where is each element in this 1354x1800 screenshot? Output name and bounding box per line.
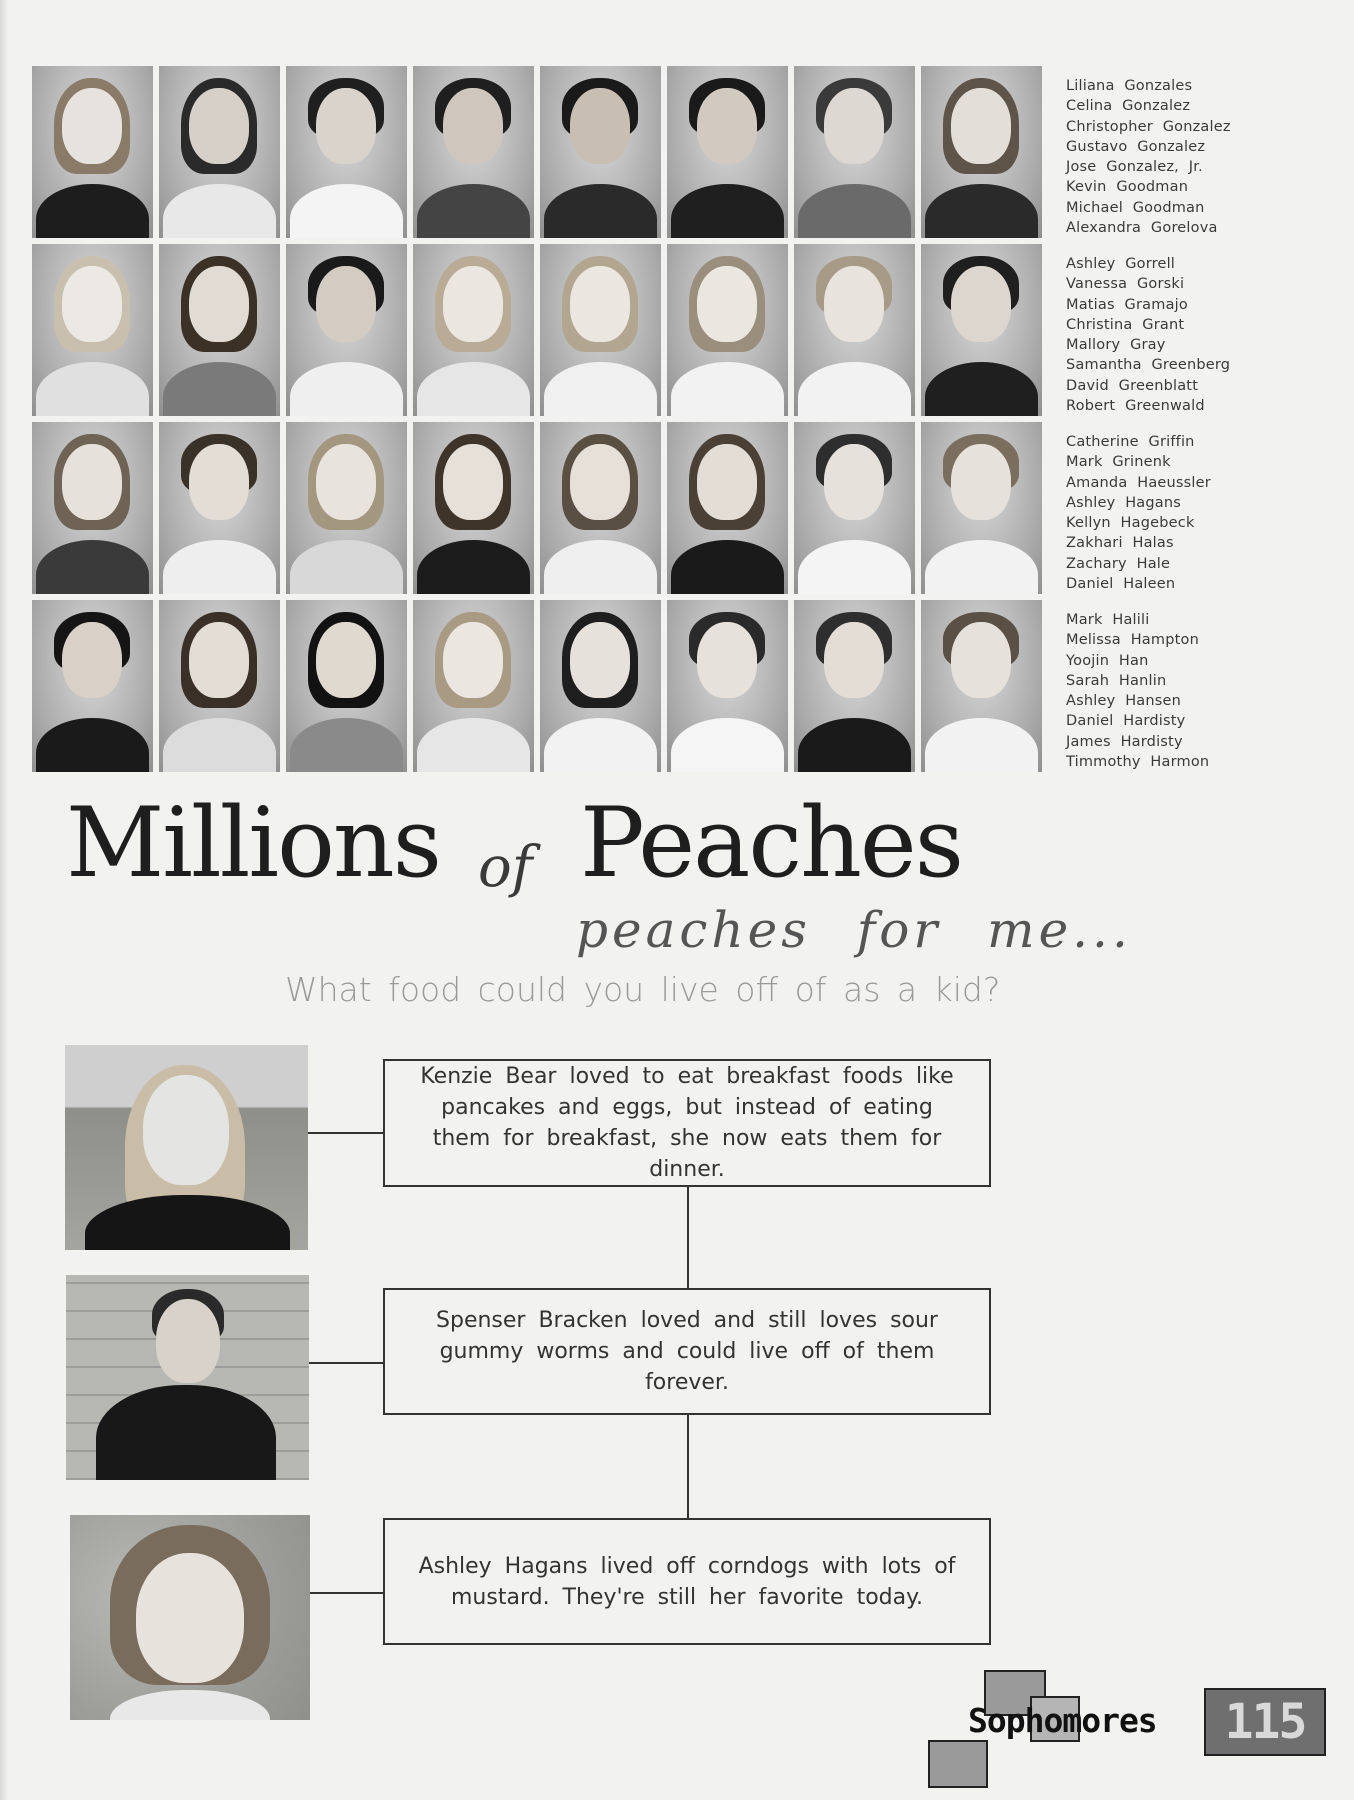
student-name: Zakhari Halas (1066, 535, 1174, 552)
portrait-photo (540, 244, 661, 416)
portrait-photo (794, 422, 915, 594)
connector-line (687, 1186, 689, 1290)
student-name: Sarah Hanlin (1066, 672, 1167, 689)
name-list (1066, 432, 1211, 594)
feature-photo (70, 1515, 310, 1720)
portrait-photo (921, 244, 1042, 416)
student-name: Mallory Gray (1066, 337, 1166, 354)
student-name: Celina Gonzalez (1066, 98, 1191, 115)
student-name: Gustavo Gonzalez (1066, 138, 1206, 155)
decorative-square (928, 1740, 988, 1788)
portrait-photo (159, 600, 280, 772)
student-name: Daniel Haleen (1066, 576, 1176, 593)
feature-photo (66, 1275, 309, 1480)
quote-box (383, 1059, 991, 1187)
connector-line (687, 1414, 689, 1520)
quote-text: Ashley Hagans lived off corndogs with lots of mustard. They're still her favorite today. (418, 1553, 956, 1610)
portrait-photo (413, 244, 534, 416)
script-subtitle: peaches for me... (576, 901, 1132, 959)
portrait-photo (667, 66, 788, 238)
portrait-photo (32, 244, 153, 416)
student-name: Timmothy Harmon (1066, 754, 1210, 771)
page-title: Millions (66, 787, 440, 899)
portrait-photo (540, 66, 661, 238)
student-name: Liliana Gonzales (1066, 78, 1193, 94)
connector-line (310, 1592, 385, 1594)
portrait-photo (921, 422, 1042, 594)
portrait-photo (32, 422, 153, 594)
student-name: Kellyn Hagebeck (1066, 515, 1195, 532)
student-name: Mark Grinenk (1066, 454, 1171, 471)
student-name: Ashley Hagans (1066, 494, 1182, 511)
portrait-photo (921, 66, 1042, 238)
page-binding-edge (0, 0, 8, 1800)
portrait-row (32, 600, 1038, 772)
quote-box (383, 1288, 991, 1415)
portrait-photo (413, 600, 534, 772)
student-name: Yoojin Han (1066, 652, 1149, 669)
portrait-photo (540, 422, 661, 594)
student-name: Ashley Gorrell (1066, 256, 1176, 272)
quote-box (383, 1518, 991, 1645)
connector-line (309, 1362, 385, 1364)
quote-text: Spenser Bracken loved and still loves sour gummy worms and could live off of them forever. (436, 1308, 938, 1395)
student-name: Vanessa Gorski (1066, 276, 1185, 293)
portrait-photo (921, 600, 1042, 772)
portrait-photo (413, 422, 534, 594)
portrait-photo (159, 422, 280, 594)
portrait-photo (32, 66, 153, 238)
feature-question: What food could you live off of as a kid? (285, 970, 1001, 1009)
student-name: Christopher Gonzalez (1066, 118, 1231, 135)
portrait-photo (794, 244, 915, 416)
portrait-photo (667, 244, 788, 416)
feature-photo (65, 1045, 308, 1250)
portrait-photo (540, 600, 661, 772)
student-name: Melissa Hampton (1066, 632, 1199, 649)
student-name: Catherine Griffin (1066, 434, 1195, 450)
student-name: Ashley Hansen (1066, 693, 1182, 710)
portrait-photo (286, 422, 407, 594)
student-name: Robert Greenwald (1066, 398, 1205, 415)
section-label: Sophomores (968, 1701, 1157, 1740)
student-name: David Greenblatt (1066, 377, 1199, 394)
portrait-photo (794, 600, 915, 772)
portrait-photo (286, 66, 407, 238)
student-name: Samantha Greenberg (1066, 357, 1231, 374)
portrait-photo (667, 600, 788, 772)
page-title-of: of (478, 835, 533, 900)
student-name: Mark Halili (1066, 612, 1150, 628)
portrait-photo (413, 66, 534, 238)
student-name: Jose Gonzalez, Jr. (1066, 159, 1203, 176)
portrait-row (32, 244, 1038, 416)
student-name: Daniel Hardisty (1066, 713, 1186, 730)
portrait-photo (32, 600, 153, 772)
portrait-photo (286, 244, 407, 416)
connector-line (308, 1132, 385, 1134)
student-name: James Hardisty (1066, 733, 1183, 750)
name-list (1066, 76, 1231, 238)
portrait-row (32, 66, 1038, 238)
name-list (1066, 610, 1209, 772)
portrait-row (32, 422, 1038, 594)
portrait-photo (159, 66, 280, 238)
page-number: 115 (1204, 1688, 1326, 1756)
portrait-photo (286, 600, 407, 772)
page-title-peaches: Peaches (580, 787, 962, 899)
quote-text: Kenzie Bear loved to eat breakfast foods like pancakes and eggs, but instead of eating them for breakfast, she now eats them for dinner. (420, 1064, 954, 1182)
portrait-photo (667, 422, 788, 594)
student-name: Alexandra Gorelova (1066, 220, 1218, 237)
student-name: Kevin Goodman (1066, 179, 1189, 196)
student-name: Christina Grant (1066, 316, 1185, 333)
student-name: Michael Goodman (1066, 199, 1205, 216)
portrait-photo (159, 244, 280, 416)
student-name: Matias Gramajo (1066, 296, 1188, 313)
student-name: Zachary Hale (1066, 555, 1171, 572)
student-name: Amanda Haeussler (1066, 474, 1211, 491)
portrait-photo (794, 66, 915, 238)
name-list (1066, 254, 1230, 416)
